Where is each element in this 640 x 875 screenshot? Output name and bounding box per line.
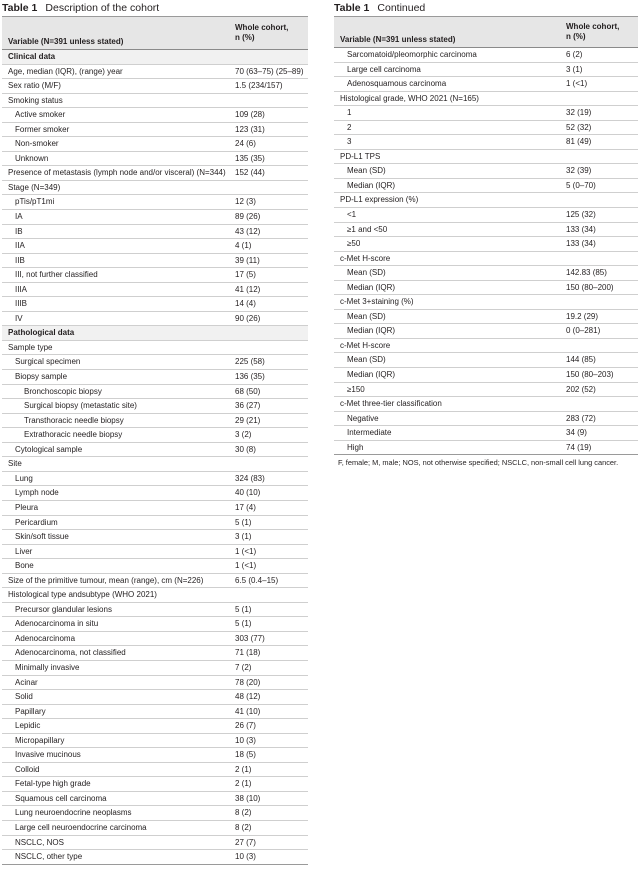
- row-label: c-Met H-score: [340, 340, 391, 350]
- row-value: 142.83 (85): [566, 268, 607, 278]
- table-row: [334, 339, 638, 354]
- table-row: [2, 617, 308, 632]
- row-label: Intermediate: [347, 428, 392, 438]
- row-label: pTis/pT1mi: [15, 197, 55, 207]
- row-value: 78 (20): [235, 677, 261, 687]
- table-row: [2, 65, 308, 80]
- row-value: 2 (1): [235, 779, 252, 789]
- table-row: [2, 806, 308, 821]
- row-label: Invasive mucinous: [15, 750, 81, 760]
- row-value: 10 (3): [235, 852, 256, 862]
- table-row: [2, 850, 308, 865]
- table-row: [334, 48, 638, 63]
- table-row: [2, 516, 308, 531]
- table-number: Table 1: [2, 2, 38, 14]
- table-row: [2, 457, 308, 472]
- table-row: [2, 399, 308, 414]
- row-label: Smoking status: [8, 95, 63, 105]
- table-row: [2, 690, 308, 705]
- row-value: 18 (5): [235, 750, 256, 760]
- table-row: [334, 397, 638, 412]
- table-row: [2, 137, 308, 152]
- row-value: 40 (10): [235, 488, 261, 498]
- row-value: 90 (26): [235, 313, 261, 323]
- table-row: [2, 734, 308, 749]
- row-label: High: [347, 442, 364, 452]
- row-value: 32 (19): [566, 108, 592, 118]
- row-label: Mean (SD): [347, 166, 386, 176]
- table-row: [334, 412, 638, 427]
- row-label: Clinical data: [8, 52, 56, 61]
- row-label: Presence of metastasis (lymph node and/or visceral) (N=344): [8, 168, 226, 178]
- variable-column-header: Variable (N=391 unless stated): [8, 37, 124, 46]
- row-value: 6 (2): [566, 50, 583, 59]
- table-row: [334, 295, 638, 310]
- table-row: [2, 777, 308, 792]
- row-value: 133 (34): [566, 224, 596, 234]
- row-label: Papillary: [15, 706, 46, 716]
- table-row: [2, 821, 308, 836]
- table-row: [2, 152, 308, 167]
- row-label: Non-smoker: [15, 139, 59, 149]
- table-title: [2, 0, 308, 17]
- row-value: 24 (6): [235, 139, 256, 149]
- row-value: 5 (1): [235, 619, 252, 629]
- row-value: 150 (80–203): [566, 370, 614, 380]
- row-label: Adenosquamous carcinoma: [347, 79, 447, 89]
- row-value: 109 (28): [235, 110, 265, 120]
- row-value: 324 (83): [235, 473, 265, 483]
- row-label: Median (IQR): [347, 326, 396, 336]
- table-row: [334, 441, 638, 456]
- table-row: [2, 501, 308, 516]
- table-title: [334, 0, 638, 17]
- table-row: [2, 385, 308, 400]
- row-value: 34 (9): [566, 428, 587, 438]
- table-number: Table 1: [334, 2, 370, 14]
- row-label: Unknown: [15, 153, 49, 163]
- row-label: III, not further classified: [15, 270, 98, 280]
- row-label: Solid: [15, 692, 33, 702]
- table-row: [2, 545, 308, 560]
- table-row: [334, 237, 638, 252]
- row-value: 41 (10): [235, 706, 261, 716]
- row-value: 0 (0–281): [566, 326, 601, 336]
- row-value: 8 (2): [235, 822, 252, 832]
- row-label: IIIA: [15, 284, 28, 294]
- row-value: 27 (7): [235, 837, 256, 847]
- row-value: 41 (12): [235, 284, 261, 294]
- row-value: 89 (26): [235, 212, 261, 222]
- row-value: 26 (7): [235, 721, 256, 731]
- row-label: Median (IQR): [347, 370, 396, 380]
- row-label: Extrathoracic needle biopsy: [24, 430, 123, 440]
- table-row: [334, 383, 638, 398]
- row-label: <1: [347, 210, 357, 220]
- row-label: IV: [15, 313, 23, 323]
- row-label: Sarcomatoid/pleomorphic carcinoma: [347, 50, 477, 59]
- table-row: [2, 428, 308, 443]
- row-label: Pleura: [15, 502, 39, 512]
- table-row: [2, 705, 308, 720]
- row-value: 150 (80–200): [566, 282, 614, 292]
- whole-cohort-column-header-unit: n (%): [566, 32, 586, 41]
- row-value: 133 (34): [566, 239, 596, 249]
- row-label: Active smoker: [15, 110, 66, 120]
- row-label: Liver: [15, 546, 33, 556]
- table-row: [2, 574, 308, 589]
- row-label: 2: [347, 122, 352, 132]
- row-label: Median (IQR): [347, 282, 396, 292]
- table-row: [2, 414, 308, 429]
- table-row: [2, 661, 308, 676]
- table-row: [2, 370, 308, 385]
- row-label: Size of the primitive tumour, mean (range), cm (N=226): [8, 575, 204, 585]
- row-label: Biopsy sample: [15, 372, 68, 382]
- table-row: [2, 632, 308, 647]
- table-row: [334, 324, 638, 339]
- row-label: Micropapillary: [15, 735, 65, 745]
- table-row: [334, 63, 638, 78]
- row-value: 74 (19): [566, 442, 592, 452]
- variable-column-header: Variable (N=391 unless stated): [340, 35, 456, 44]
- table-row: [2, 486, 308, 501]
- table-row: [334, 310, 638, 325]
- row-value: 283 (72): [566, 413, 596, 423]
- table-1-description-of-cohort: [2, 0, 308, 865]
- table-row: [2, 254, 308, 269]
- row-label: Histological grade, WHO 2021 (N=165): [340, 93, 479, 103]
- row-value: 8 (2): [235, 808, 252, 818]
- table-row: [2, 792, 308, 807]
- row-label: Lung neuroendocrine neoplasms: [15, 808, 132, 818]
- table-row: [2, 676, 308, 691]
- row-label: Adenocarcinoma in situ: [15, 619, 99, 629]
- row-label: Adenocarcinoma, not classified: [15, 648, 126, 658]
- row-value: 17 (5): [235, 270, 256, 280]
- row-value: 30 (8): [235, 444, 256, 454]
- row-value: 17 (4): [235, 502, 256, 512]
- table-header: [334, 17, 638, 48]
- table-row: [334, 164, 638, 179]
- row-label: Pathological data: [8, 328, 75, 338]
- table-row: [2, 94, 308, 109]
- row-label: Fetal-type high grade: [15, 779, 91, 789]
- table-row: [334, 77, 638, 92]
- table-row: [334, 223, 638, 238]
- row-value: 10 (3): [235, 735, 256, 745]
- row-label: Transthoracic needle biopsy: [24, 415, 124, 425]
- table-row: [2, 748, 308, 763]
- row-value: 135 (35): [235, 153, 265, 163]
- row-label: Minimally invasive: [15, 662, 80, 672]
- row-value: 38 (10): [235, 793, 261, 803]
- row-label: c-Met H-score: [340, 253, 391, 263]
- row-value: 48 (12): [235, 692, 261, 702]
- row-label: Negative: [347, 413, 379, 423]
- row-value: 3 (2): [235, 430, 252, 440]
- row-label: IA: [15, 212, 23, 222]
- table-row: [2, 341, 308, 356]
- table-row: [2, 588, 308, 603]
- table-row: [2, 166, 308, 181]
- table-row: [334, 208, 638, 223]
- row-label: PD-L1 TPS: [340, 151, 381, 161]
- row-label: Bronchoscopic biopsy: [24, 386, 102, 396]
- table-row: [2, 225, 308, 240]
- row-label: Lymph node: [15, 488, 59, 498]
- row-value: 52 (32): [566, 122, 592, 132]
- row-value: 39 (11): [235, 255, 260, 265]
- row-value: 4 (1): [235, 241, 252, 251]
- table-row: [2, 108, 308, 123]
- table-row: [334, 281, 638, 296]
- row-value: 125 (32): [566, 210, 596, 220]
- table-row: [2, 836, 308, 851]
- row-label: Surgical biopsy (metastatic site): [24, 401, 137, 411]
- table-row: [2, 123, 308, 138]
- row-value: 43 (12): [235, 226, 261, 236]
- table-row: [334, 150, 638, 165]
- whole-cohort-column-header: Whole cohort,: [566, 22, 620, 31]
- row-value: 303 (77): [235, 633, 265, 643]
- row-value: 1.5 (234/157): [235, 81, 283, 91]
- row-value: 225 (58): [235, 357, 265, 367]
- table-row: [2, 763, 308, 778]
- table-row: [2, 719, 308, 734]
- table-row: [2, 181, 308, 196]
- row-label: Age, median (IQR), (range) year: [8, 66, 123, 76]
- row-label: c-Met 3+staining (%): [340, 297, 414, 307]
- row-label: 3: [347, 137, 352, 147]
- row-label: Lung: [15, 473, 33, 483]
- row-label: Site: [8, 459, 22, 469]
- row-label: Sex ratio (M/F): [8, 81, 61, 91]
- table-row: [2, 646, 308, 661]
- row-value: 202 (52): [566, 384, 596, 394]
- row-label: Former smoker: [15, 124, 70, 134]
- row-value: 5 (1): [235, 604, 252, 614]
- table-caption: Continued: [377, 2, 426, 14]
- table-footnote: F, female; M, male; NOS, not otherwise specified; NSCLC, non-small cell lung cancer.: [338, 458, 619, 468]
- row-label: NSCLC, other type: [15, 852, 83, 862]
- table-row: [2, 283, 308, 298]
- row-value: 1 (<1): [566, 79, 588, 89]
- row-label: Mean (SD): [347, 355, 386, 365]
- row-value: 3 (1): [235, 532, 252, 542]
- table-row: [334, 179, 638, 194]
- row-label: Stage (N=349): [8, 182, 61, 192]
- table-row: [2, 472, 308, 487]
- row-value: 29 (21): [235, 415, 261, 425]
- row-label: Acinar: [15, 677, 38, 687]
- table-row: [2, 79, 308, 94]
- table-row: [2, 268, 308, 283]
- row-label: Skin/soft tissue: [15, 532, 69, 542]
- row-value: 5 (1): [235, 517, 252, 527]
- row-label: Mean (SD): [347, 311, 386, 321]
- row-value: 36 (27): [235, 401, 261, 411]
- row-label: Median (IQR): [347, 180, 396, 190]
- row-label: Squamous cell carcinoma: [15, 793, 107, 803]
- row-label: Mean (SD): [347, 268, 386, 278]
- row-label: IIIB: [15, 299, 28, 309]
- row-value: 2 (1): [235, 764, 252, 774]
- row-label: Large cell carcinoma: [347, 64, 421, 74]
- row-value: 5 (0–70): [566, 180, 596, 190]
- table-row: [2, 195, 308, 210]
- table-row: [334, 426, 638, 441]
- table-header: [2, 17, 308, 50]
- row-value: 71 (18): [235, 648, 261, 658]
- row-label: c-Met three-tier classification: [340, 399, 442, 409]
- table-row: [334, 135, 638, 150]
- row-value: 6.5 (0.4–15): [235, 575, 279, 585]
- table-row: [2, 297, 308, 312]
- row-label: Precursor glandular lesions: [15, 604, 112, 614]
- table-row: [2, 312, 308, 327]
- table-row: [334, 368, 638, 383]
- row-label: Cytological sample: [15, 444, 83, 454]
- whole-cohort-column-header-unit: n (%): [235, 33, 255, 42]
- row-label: Bone: [15, 561, 34, 571]
- table-row: [2, 210, 308, 225]
- row-label: Large cell neuroendocrine carcinoma: [15, 822, 147, 832]
- row-label: Histological type andsubtype (WHO 2021): [8, 590, 157, 600]
- table-row: [2, 355, 308, 370]
- table-row: [334, 252, 638, 267]
- row-label: PD-L1 expression (%): [340, 195, 419, 205]
- table-row: [2, 559, 308, 574]
- row-value: 136 (35): [235, 372, 265, 382]
- table-1-continued: [334, 0, 638, 469]
- table-row: [334, 193, 638, 208]
- row-label: ≥150: [347, 384, 365, 394]
- section-header-row: [2, 50, 308, 65]
- row-label: Sample type: [8, 342, 53, 352]
- table-row: [334, 92, 638, 107]
- table-row: [334, 266, 638, 281]
- row-label: ≥1 and <50: [347, 224, 388, 234]
- table-body: [334, 48, 638, 455]
- row-label: Lepidic: [15, 721, 41, 731]
- row-value: 7 (2): [235, 662, 252, 672]
- row-label: Pericardium: [15, 517, 58, 527]
- row-label: 1: [347, 108, 352, 118]
- table-row: [334, 121, 638, 136]
- row-value: 19.2 (29): [566, 311, 599, 321]
- row-value: 3 (1): [566, 64, 583, 74]
- row-value: 14 (4): [235, 299, 256, 309]
- table-row: [2, 603, 308, 618]
- table-caption: Description of the cohort: [45, 2, 160, 14]
- row-value: 12 (3): [235, 197, 256, 207]
- row-label: IB: [15, 226, 23, 236]
- section-header-row: [2, 326, 308, 341]
- whole-cohort-column-header: Whole cohort,: [235, 23, 289, 32]
- row-value: 123 (31): [235, 124, 265, 134]
- table-row: [334, 106, 638, 121]
- table-row: [334, 353, 638, 368]
- row-label: IIA: [15, 241, 25, 251]
- row-label: NSCLC, NOS: [15, 837, 64, 847]
- row-value: 68 (50): [235, 386, 261, 396]
- row-label: IIB: [15, 255, 25, 265]
- row-value: 1 (<1): [235, 546, 257, 556]
- row-value: 144 (85): [566, 355, 596, 365]
- row-label: Colloid: [15, 764, 40, 774]
- row-value: 32 (39): [566, 166, 592, 176]
- row-label: Surgical specimen: [15, 357, 81, 367]
- row-label: ≥50: [347, 239, 361, 249]
- row-value: 81 (49): [566, 137, 592, 147]
- table-body: [2, 50, 308, 865]
- row-value: 152 (44): [235, 168, 265, 178]
- row-value: 1 (<1): [235, 561, 257, 571]
- table-row: [2, 443, 308, 458]
- row-value: 70 (63–75) (25–89): [235, 66, 304, 76]
- table-row: [2, 239, 308, 254]
- table-row: [2, 530, 308, 545]
- row-label: Adenocarcinoma: [15, 633, 76, 643]
